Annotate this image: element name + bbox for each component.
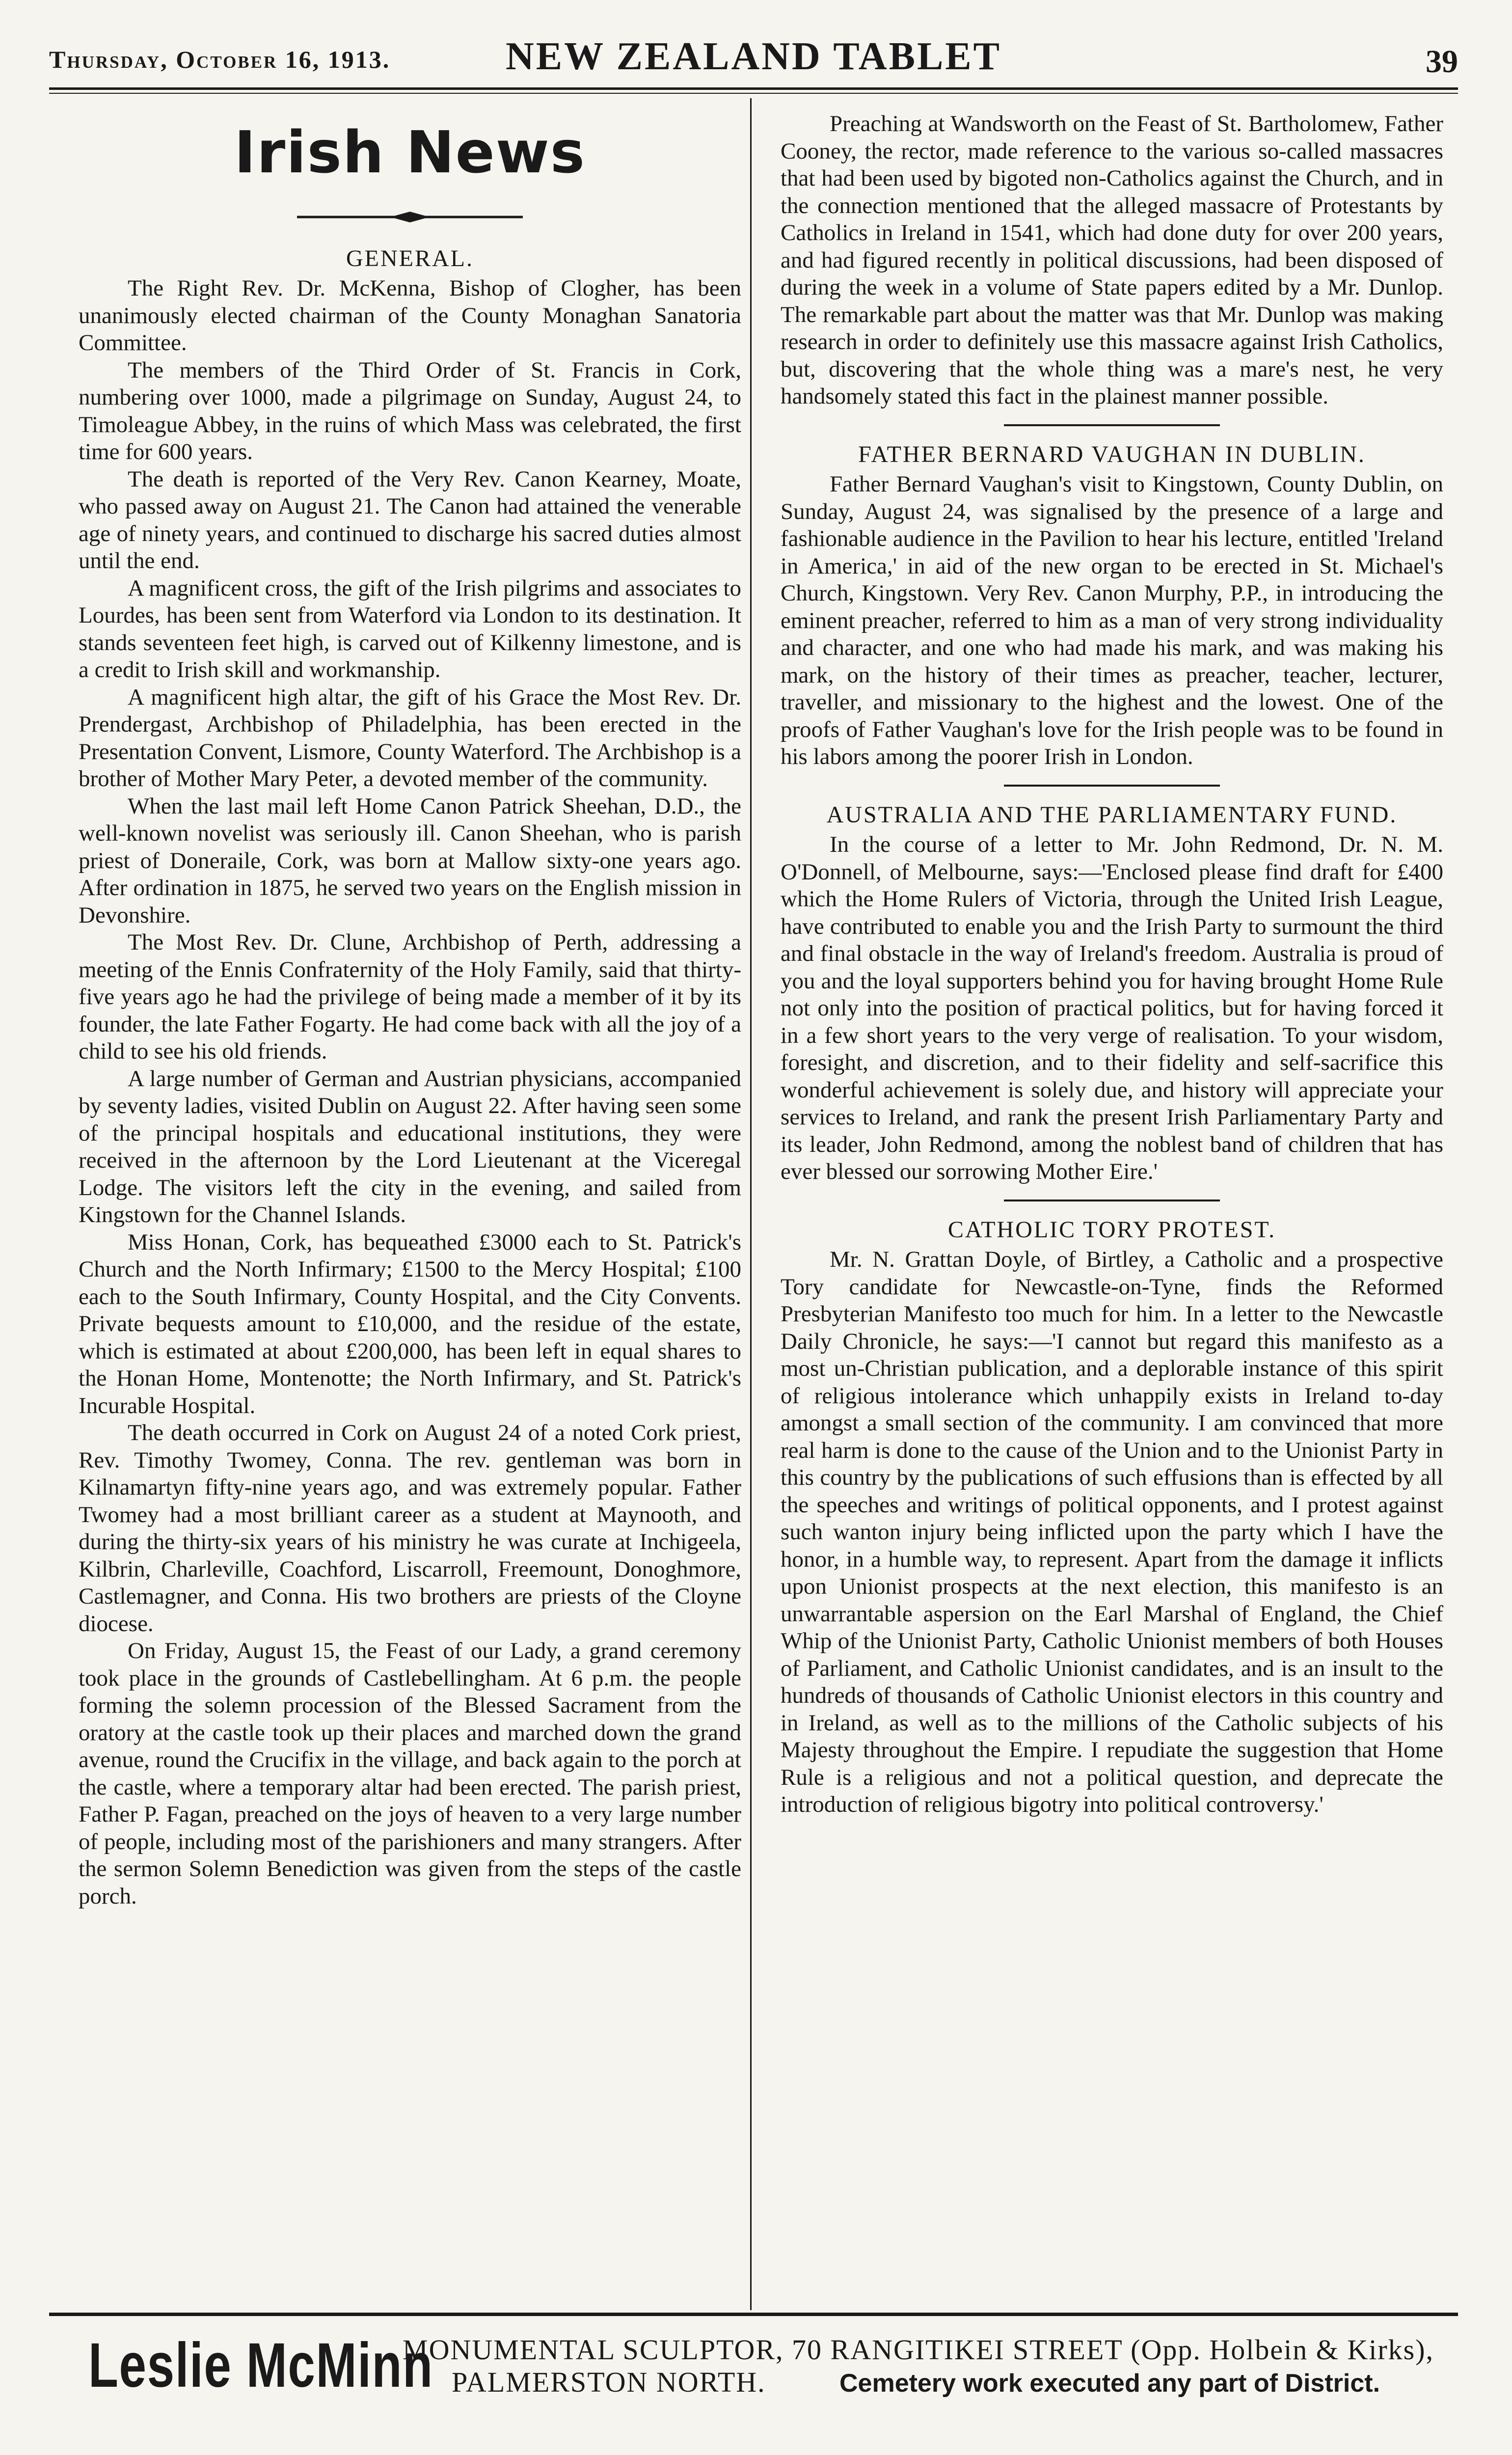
tory-body: Mr. N. Grattan Doyle, of Birtley, a Catholic and a prospective Tory candidate for Newcastle-on-Tyne, finds the Reformed Presbyterian Manifesto too much for him. In a letter to the Newcastle Daily Chronicle, he says:—'I cannot but regard this manifesto as a most un-Christian publication, and a deplorable instance of this spirit of religious intolerance which unhappily exists in Ireland to-day amongst a small section of the community. I am convinced that more real harm is done to the cause of the Union and to the Unionist Party in this country by the publications of such effusions than is effected by all the speeches and writings of political opponents, and I protest against such wanton injury being inflicted upon the party which I have the honor, in a humble way, to represent. Apart from the damage it inflicts upon Unionist prospects at the next election, this manifesto is an unwarrantable aspersion on the Earl Marshal of England, the Chief Whip of the Unionist Party, Catholic Unionist members of both Houses of Parliament, and Catholic Unionist candidates, and is an insult to the hundreds of thousands of Catholic Unionist electors in this country and in Ireland, as well as to the millions of the Catholic subjects of his Majesty throughout the Empire. I repudiate the suggestion that Home Rule is a religious and not a political question, and deprecate the introduction of religious bigotry into political controversy.' bbox=[781, 1247, 1443, 1817]
news-paragraph: A magnificent cross, the gift of the Irish pilgrims and associates to Lourdes, has been sent from Waterford via London to its destination. It stands seventeen feet high, is carved out of Kilkenny limestone, and is a credit to Irish skill and workmanship. bbox=[79, 575, 741, 682]
advert-line-3: Cemetery work executed any part of District. bbox=[839, 2369, 1380, 2398]
subhead-general: GENERAL. bbox=[346, 245, 474, 272]
news-paragraph: A large number of German and Austrian physicians, accompanied by seventy ladies, visited Dublin on August 22. After having seen some of the principal hospitals and educational institutions, they were received in the afternoon by the Lord Lieutenant at the Viceregal Lodge. The visitors left the city in the evening, and sailed from Kingstown for the Channel Islands. bbox=[79, 1065, 741, 1228]
article-separator bbox=[1004, 785, 1220, 787]
section-title: Irish News bbox=[234, 118, 586, 186]
newspaper-title: NEW ZEALAND TABLET bbox=[505, 35, 1002, 78]
page-header bbox=[49, 34, 1458, 88]
news-paragraph: Miss Honan, Cork, has bequeathed £3000 each to St. Patrick's Church and the North Infirmary; £1500 to the Mercy Hospital; £100 each to the South Infirmary, County Hospital, and the City Convents. Private bequests amount to £10,000, and the residue of the estate, which is estimated at about £200,000, has been left in equal shares to the Honan Home, Montenotte; the North Infirmary, and St. Patrick's Incurable Hospital. bbox=[79, 1229, 741, 1418]
news-paragraph: The death is reported of the Very Rev. Canon Kearney, Moate, who passed away on August 21. The Canon had attained the venerable age of ninety years, and continued to discharge his sacred duties almost until the end. bbox=[79, 466, 741, 573]
column-divider bbox=[750, 98, 752, 2310]
article-separator bbox=[1004, 424, 1220, 426]
left-column bbox=[79, 108, 741, 1910]
advert-line-1: MONUMENTAL SCULPTOR, 70 RANGITIKEI STREET (Opp. Holbein & Kirks), bbox=[403, 2334, 1434, 2366]
page-number: 39 bbox=[1426, 44, 1458, 80]
news-paragraph: When the last mail left Home Canon Patrick Sheehan, D.D., the well-known novelist was seriously ill. Canon Sheehan, who is parish priest of Doneraile, Cork, was born at Mallow sixty-one years ago. After ordination in 1875, he served two years on the English mission in Devonshire. bbox=[79, 793, 741, 928]
news-paragraph: The Most Rev. Dr. Clune, Archbishop of Perth, addressing a meeting of the Ennis Confraternity of the Holy Family, said that thirty-five years ago he had the privilege of being made a member of it by its founder, the late Father Fogarty. He had come back with all the joy of a child to see his old friends. bbox=[79, 929, 741, 1064]
news-paragraph: A magnificent high altar, the gift of his Grace the Most Rev. Dr. Prendergast, Archbishop of Philadelphia, has been erected in the Presentation Convent, Lismore, County Waterford. The Archbishop is a brother of Mother Mary Peter, a devoted member of the community. bbox=[79, 684, 741, 791]
news-paragraph: The members of the Third Order of St. Francis in Cork, numbering over 1000, made a pilgrimage on Sunday, August 24, to Timoleague Abbey, in the ruins of which Mass was celebrated, the first time for 600 years. bbox=[79, 357, 741, 464]
issue-date: Thursday, October 16, 1913. bbox=[49, 46, 391, 73]
vaughan-body: Father Bernard Vaughan's visit to Kingstown, County Dublin, on Sunday, August 24, was signalised by the presence of a large and fashionable audience in the Pavilion to hear his lecture, entitled 'Ireland in America,' in aid of the new organ to be erected in St. Michael's Church, Kingstown. Very Rev. Canon Murphy, P.P., in introducing the eminent preacher, referred to him as a man of very strong individuality and character, and one who had made his mark, and was making his mark, on the history of their times as preacher, teacher, lecturer, traveller, and missionary to the highest and the lowest. One of the proofs of Father Vaughan's love for the Irish people was to be found in his labors among the poorer Irish in London. bbox=[781, 471, 1443, 769]
australia-heading: AUSTRALIA AND THE PARLIAMENTARY FUND. bbox=[826, 801, 1398, 828]
vaughan-heading: FATHER BERNARD VAUGHAN IN DUBLIN. bbox=[858, 441, 1366, 467]
news-paragraph: The Right Rev. Dr. McKenna, Bishop of Clogher, has been unanimously elected chairman of the County Monaghan Sanatoria Committee. bbox=[79, 275, 741, 355]
advert-name: Leslie McMinn bbox=[88, 2330, 433, 2400]
australia-body: In the course of a letter to Mr. John Redmond, Dr. N. M. O'Donnell, of Melbourne, says:—'Enclosed please find draft for £400 which the Home Rulers of Victoria, through the United Irish League, have contributed to enable you and the Irish Party to surmount the third and final obstacle in the way of Ireland's freedom. Australia is proud of you and the loyal supporters behind you for having brought Home Rule not only into the position of practical politics, but for having forced it in a few short years to the very verge of realisation. To your wisdom, foresight, and discretion, and to their fidelity and self-sacrifice this wonderful achievement is solely due, and history will appreciate your services to Ireland, and rank the present Irish Parliamentary Party and its leader, John Redmond, among the noblest band of children that has ever blessed our sorrowing Mother Eire.' bbox=[781, 832, 1443, 1184]
news-paragraph: On Friday, August 15, the Feast of our Lady, a grand ceremony took place in the grounds of Castlebellingham. At 6 p.m. the people forming the solemn procession of the Blessed Sacrament from the oratory at the castle took up their places and marched down the grand avenue, round the Crucifix in the village, and back again to the porch at the castle, where a temporary altar had been erected. The parish priest, Father P. Fagan, preached on the joys of heaven to a very large number of people, including most of the parishioners and many strangers. After the sermon Solemn Benediction was given from the steps of the castle porch. bbox=[79, 1638, 741, 1909]
wandsworth-paragraph: Preaching at Wandsworth on the Feast of St. Bartholomew, Father Cooney, the rector, made reference to the various so-called massacres that had been used by bigoted non-Catholics against the Church, and in the connection mentioned that the alleged massacre of Protestants by Catholics in Ireland in 1541, which had done duty for over 200 years, and had figured recently in political discussions, had been disposed of during the week in a volume of State papers edited by a Mr. Dunlop. The remarkable part about the matter was that Mr. Dunlop was making research in order to definitely use this massacre against Irish Catholics, but, discovering that the whole thing was a mare's nest, he very handsomely stated this fact in the plainest manner possible. bbox=[781, 111, 1443, 409]
advertisement bbox=[49, 2327, 1458, 2416]
article-separator bbox=[1004, 1200, 1220, 1201]
advert-line-2: PALMERSTON NORTH. bbox=[452, 2366, 766, 2398]
header-rule bbox=[49, 87, 1458, 94]
tory-heading: CATHOLIC TORY PROTEST. bbox=[947, 1216, 1276, 1243]
news-paragraph: The death occurred in Cork on August 24 of a noted Cork priest, Rev. Timothy Twomey, Conna. The rev. gentleman was born in Kilnamartyn fifty-nine years ago, and was extremely popular. Father Twomey had a most brilliant career as a student at Maynooth, and during the thirty-six years of his ministry he was curate at Inchigeela, Kilbrin, Charleville, Coachford, Liscarroll, Freemount, Donoghmore, Castlemagner, and Conna. His two brothers are priests of the Cloyne diocese. bbox=[79, 1420, 741, 1637]
ornament-divider bbox=[79, 203, 741, 230]
footer-rule bbox=[49, 2313, 1458, 2316]
right-column bbox=[781, 110, 1443, 1819]
